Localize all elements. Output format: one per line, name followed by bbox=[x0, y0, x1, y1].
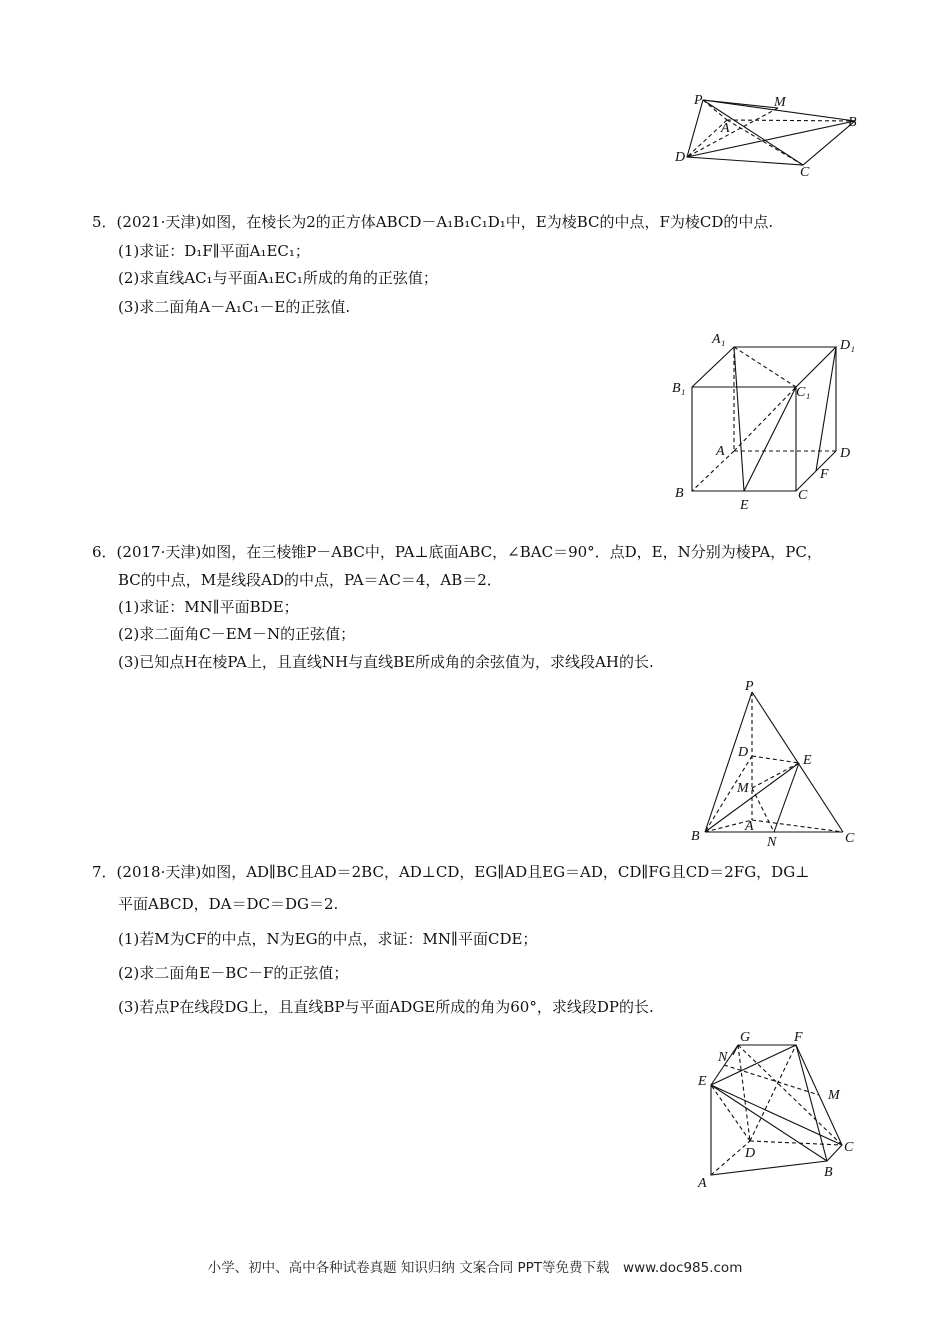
label-N: N bbox=[767, 835, 777, 850]
label-N: N bbox=[718, 1050, 728, 1065]
label-E: E bbox=[698, 1074, 707, 1089]
label-B: B bbox=[848, 115, 857, 130]
q5-part1: (1)求证：D₁F∥平面A₁EC₁； bbox=[118, 242, 310, 260]
figure-q5-cube bbox=[660, 325, 870, 515]
q7-number: 7． bbox=[92, 863, 117, 881]
q6-part3: (3)已知点H在棱PA上，且直线NH与直线BE所成角的余弦值为，求线段AH的长. bbox=[118, 653, 654, 671]
label-A: A bbox=[716, 444, 725, 459]
label-A: A bbox=[721, 121, 730, 136]
label-P: P bbox=[745, 679, 754, 694]
label-C: C bbox=[798, 488, 808, 503]
label-C: C bbox=[845, 831, 855, 846]
label-P: P bbox=[694, 93, 703, 108]
figure-q7-polyhedron bbox=[690, 1025, 870, 1195]
label-D: D bbox=[738, 745, 749, 760]
q6-stem bbox=[92, 541, 822, 563]
figure-q6-tetrahedron bbox=[685, 680, 865, 850]
q5-stem bbox=[92, 211, 773, 233]
label-C1: C₁ bbox=[796, 385, 811, 400]
label-F: F bbox=[820, 467, 829, 482]
q6-line2: BC的中点，M是线段AD的中点，PA＝AC＝4，AB＝2． bbox=[118, 571, 502, 589]
q7-line2: 平面ABCD，DA＝DC＝DG＝2. bbox=[118, 895, 339, 913]
label-E: E bbox=[803, 753, 812, 768]
figure-prev-pyramid bbox=[670, 90, 870, 185]
label-B: B bbox=[675, 486, 684, 501]
label-A1: A₁ bbox=[712, 332, 726, 347]
label-A: A bbox=[698, 1176, 707, 1191]
label-D: D bbox=[745, 1146, 756, 1161]
page-footer: 小学、初中、高中各种试卷真题 知识归纳 文案合同 PPT等免费下载 www.doc985.com bbox=[207, 1260, 743, 1276]
q7-part3: (3)若点P在线段DG上，且直线BP与平面ADGE所成的角为60°，求线段DP的长. bbox=[118, 998, 654, 1016]
label-C: C bbox=[844, 1140, 854, 1155]
q6-number: 6． bbox=[92, 543, 117, 561]
q7-part1: (1)若M为CF的中点，N为EG的中点，求证：MN∥平面CDE； bbox=[118, 930, 538, 948]
label-C: C bbox=[800, 165, 810, 180]
label-B1: B₁ bbox=[672, 381, 686, 396]
label-M: M bbox=[737, 781, 749, 796]
label-B: B bbox=[691, 829, 700, 844]
label-D: D bbox=[675, 150, 686, 165]
label-G: G bbox=[740, 1030, 751, 1045]
label-D1: D₁ bbox=[840, 338, 855, 353]
q6-part2: (2)求二面角C－EM－N的正弦值； bbox=[118, 625, 356, 643]
q5-line1: (2021·天津)如图，在棱长为2的正方体ABCD－A₁B₁C₁D₁中，E为棱BC的中点，F为棱CD的中点. bbox=[116, 213, 774, 231]
label-B: B bbox=[824, 1165, 833, 1180]
q5-part3: (3)求二面角A－A₁C₁－E的正弦值. bbox=[118, 298, 351, 316]
q5-number: 5． bbox=[92, 213, 117, 231]
label-M: M bbox=[774, 95, 786, 110]
q6-part1: (1)求证：MN∥平面BDE； bbox=[118, 598, 299, 616]
label-M: M bbox=[828, 1088, 840, 1103]
label-E: E bbox=[740, 498, 749, 513]
q7-part2: (2)求二面角E－BC－F的正弦值； bbox=[118, 964, 349, 982]
label-D: D bbox=[840, 446, 851, 461]
label-F: F bbox=[794, 1030, 803, 1045]
q5-part2: (2)求直线AC₁与平面A₁EC₁所成的角的正弦值； bbox=[118, 269, 438, 287]
q7-stem bbox=[92, 861, 809, 883]
q7-line1: (2018·天津)如图，AD∥BC且AD＝2BC，AD⊥CD，EG∥AD且EG＝AD，CD∥FG且CD＝2FG，DG⊥ bbox=[116, 863, 810, 881]
label-A: A bbox=[745, 819, 754, 834]
q6-line1: (2017·天津)如图，在三棱锥P－ABC中，PA⊥底面ABC，∠BAC＝90°．点D，E，N分别为棱PA，PC， bbox=[116, 543, 822, 561]
